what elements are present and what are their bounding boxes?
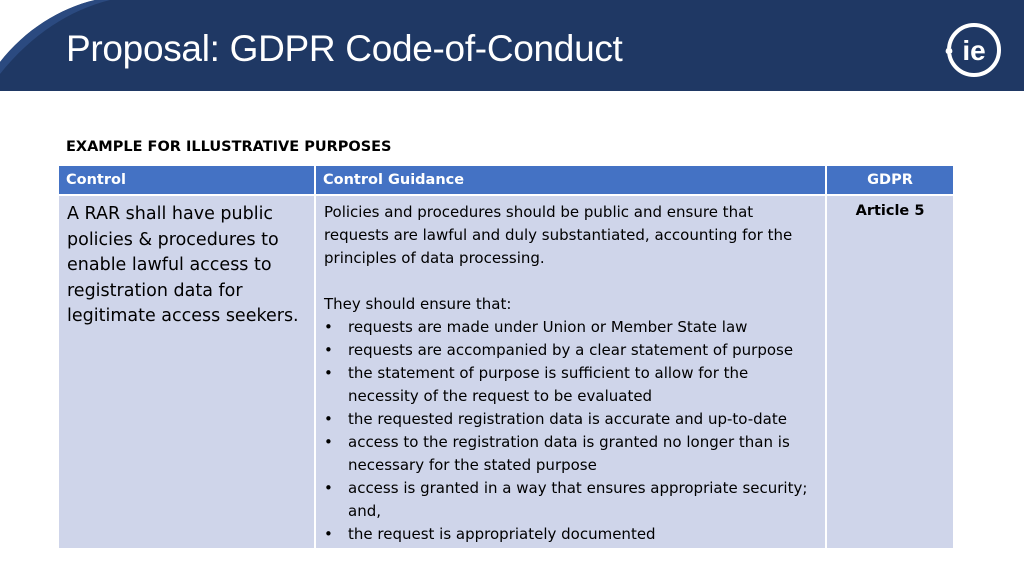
gdpr-cell [826,195,953,548]
bullet-icon: • [324,410,333,428]
list-item [324,408,816,431]
page-title: Proposal: GDPR Code-of-Conduct [66,28,623,69]
bullet-icon: • [324,318,333,336]
list-item [324,431,816,477]
ie-logo-icon [940,18,1004,82]
logo-text: ie [962,35,986,66]
table-row [59,195,953,548]
bullet-icon: • [324,433,333,451]
bullet-icon: • [324,341,333,359]
guidance-intro-2: They should ensure that: [324,295,512,313]
list-item-text: access is granted in a way that ensures appropriate security; and, [348,479,808,520]
bullet-icon: • [324,479,333,497]
guidance-bullet-list [324,316,816,546]
list-item [324,362,816,408]
control-cell [59,195,315,548]
list-item-text: the request is appropriately documented [348,525,656,543]
list-item [324,316,816,339]
guidance-intro: Policies and procedures should be public and ensure that requests are lawful and duly substantiated, accounting for the principles of data processing. [324,203,793,267]
list-item-text: access to the registration data is granted no longer than is necessary for the stated purpose [348,433,790,474]
list-item-text: the requested registration data is accurate and up-to-date [348,410,787,428]
guidance-content [317,197,824,546]
illustrative-note: EXAMPLE FOR ILLUSTRATIVE PURPOSES [66,139,392,155]
table-header-row [59,166,953,195]
bullet-icon: • [324,525,333,543]
gdpr-article: Article 5 [855,203,925,219]
column-header-control: Control [59,166,315,195]
list-item [324,339,816,362]
column-header-gdpr: GDPR [826,166,953,195]
list-item [324,477,816,523]
bullet-icon: • [324,364,333,382]
guidance-cell [315,195,826,548]
list-item-text: requests are made under Union or Member State law [348,318,748,336]
list-item-text: the statement of purpose is sufficient to allow for the necessity of the request to be evaluated [348,364,749,405]
list-item-text: requests are accompanied by a clear statement of purpose [348,341,794,359]
control-text: A RAR shall have public policies & procedures to enable lawful access to registration data for legitimate access seekers. [67,204,299,326]
column-header-guidance: Control Guidance [315,166,826,195]
list-item [324,523,816,546]
title-bar [0,0,1024,91]
controls-table [59,166,953,548]
